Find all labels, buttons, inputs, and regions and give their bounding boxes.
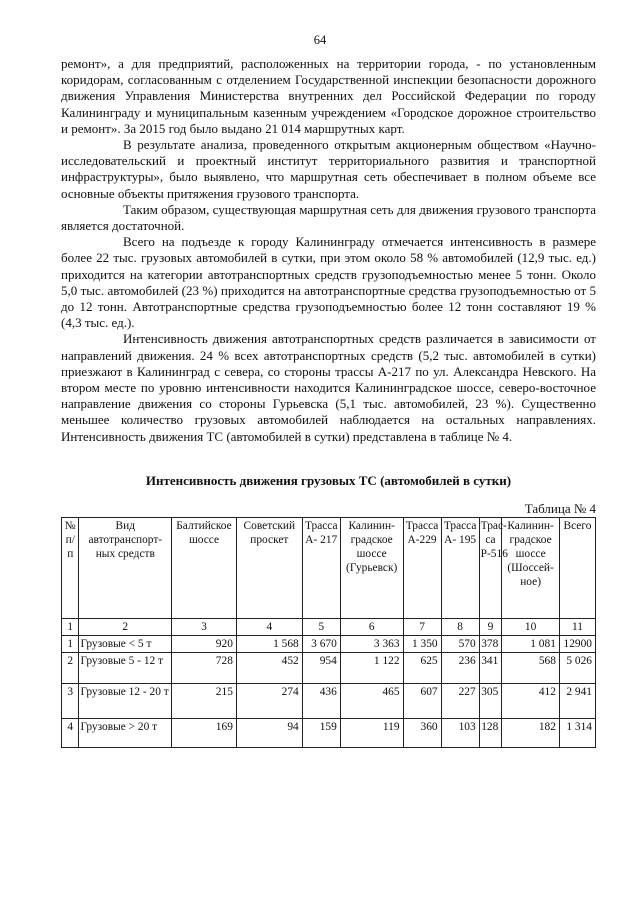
row-index-cell: 2 <box>62 653 79 684</box>
paragraph-2: В результате анализа, проведенного открытым акционерным обществом «Научно-исследовательский и проектный институт территориального развития и транспортной инфраструктуры», было выявлено, что маршрутная сеть обеспечивает в полном объеме все основные объекты притяжения грузового транспорта. <box>61 137 596 201</box>
value-cell: 3 670 <box>302 636 340 653</box>
value-cell: 341 <box>479 653 502 684</box>
header-cell: Трас-са Р-516 <box>479 518 502 619</box>
value-cell: 236 <box>441 653 479 684</box>
value-cell: 215 <box>172 684 237 719</box>
header-cell: Трасса А- 195 <box>441 518 479 619</box>
value-cell: 169 <box>172 719 237 748</box>
value-cell: 103 <box>441 719 479 748</box>
value-cell: 568 <box>502 653 560 684</box>
vehicle-type-cell: Грузовые 12 - 20 т <box>79 684 172 719</box>
paragraph-5: Интенсивность движения автотранспортных средств различается в зависимости от направлений движения. 24 % всех автотранспортных средств (5,2 тыс. автомобилей в сутки) приезжают в Калининград с севера, со стороны трассы А-217 по ул. Александра Невского. На втором месте по уровню интенсивности находится Калининградское шоссе, северо-восточное направление движения со стороны Гурьевска (5,1 тыс. автомобилей, 23 %). Существенно меньшее количество грузовых автомобилей наблюдается на остальных направлениях. Интенсивность движения ТС (автомобилей в сутки) представлена в таблице № 4. <box>61 331 596 444</box>
value-cell: 570 <box>441 636 479 653</box>
column-number-cell: 10 <box>502 619 560 636</box>
page-number: 64 <box>313 33 327 47</box>
paragraph-3: Таким образом, существующая маршрутная сеть для движения грузового транспорта является достаточной. <box>61 201 596 234</box>
header-cell: № п/п <box>62 518 79 619</box>
value-cell: 378 <box>479 636 502 653</box>
header-cell: Балтийское шоссе <box>172 518 237 619</box>
header-cell: Всего <box>559 518 595 619</box>
column-number-cell: 5 <box>302 619 340 636</box>
value-cell: 94 <box>236 719 302 748</box>
header-cell: Вид автотранспорт-ных средств <box>79 518 172 619</box>
document-body <box>61 56 596 748</box>
row-index-cell: 1 <box>62 636 79 653</box>
value-cell: 728 <box>172 653 237 684</box>
value-cell: 954 <box>302 653 340 684</box>
vehicle-type-cell: Грузовые 5 - 12 т <box>79 653 172 684</box>
value-cell: 305 <box>479 684 502 719</box>
vehicle-type-cell: Грузовые > 20 т <box>79 719 172 748</box>
table-row <box>62 719 596 748</box>
column-number-cell: 9 <box>479 619 502 636</box>
total-cell: 2 941 <box>559 684 595 719</box>
vehicle-type-cell: Грузовые < 5 т <box>79 636 172 653</box>
total-cell: 5 026 <box>559 653 595 684</box>
table-heading: Интенсивность движения грузовых ТС (автомобилей в сутки) <box>145 472 512 488</box>
column-number-cell: 3 <box>172 619 237 636</box>
value-cell: 1 350 <box>403 636 441 653</box>
column-number-cell: 4 <box>236 619 302 636</box>
traffic-table <box>61 517 596 748</box>
column-number-cell: 6 <box>340 619 403 636</box>
header-cell: Калинин-градское шоссе (Шоссей-ное) <box>502 518 560 619</box>
row-index-cell: 4 <box>62 719 79 748</box>
value-cell: 920 <box>172 636 237 653</box>
column-number-cell: 8 <box>441 619 479 636</box>
table-caption: Таблица № 4 <box>524 501 596 517</box>
table-row <box>62 684 596 719</box>
value-cell: 274 <box>236 684 302 719</box>
header-cell: Трасса А- 217 <box>302 518 340 619</box>
value-cell: 1 568 <box>236 636 302 653</box>
value-cell: 465 <box>340 684 403 719</box>
value-cell: 1 081 <box>502 636 560 653</box>
column-number-row <box>62 619 596 636</box>
column-number-cell: 1 <box>62 619 79 636</box>
value-cell: 128 <box>479 719 502 748</box>
value-cell: 412 <box>502 684 560 719</box>
value-cell: 182 <box>502 719 560 748</box>
column-number-cell: 2 <box>79 619 172 636</box>
header-cell: Советский проскет <box>236 518 302 619</box>
paragraph-1: ремонт», а для предприятий, расположенных на территории города, - по установленным коридорам, согласованным с отделением Государственной инспекции безопасности дорожного движения Управления Министерства внутренних дел Российской Федерации по городу Калининграду и муниципальным казенным учреждением «Городское дорожное строительство и ремонт». За 2015 год было выдано 21 014 маршрутных карт. <box>61 56 596 136</box>
total-cell: 12900 <box>559 636 595 653</box>
table-header-row <box>62 518 596 619</box>
value-cell: 227 <box>441 684 479 719</box>
value-cell: 360 <box>403 719 441 748</box>
value-cell: 119 <box>340 719 403 748</box>
header-cell: Калинин-градское шоссе (Гурьевск) <box>340 518 403 619</box>
column-number-cell: 7 <box>403 619 441 636</box>
row-index-cell: 3 <box>62 684 79 719</box>
value-cell: 436 <box>302 684 340 719</box>
value-cell: 1 122 <box>340 653 403 684</box>
value-cell: 625 <box>403 653 441 684</box>
value-cell: 3 363 <box>340 636 403 653</box>
value-cell: 452 <box>236 653 302 684</box>
value-cell: 159 <box>302 719 340 748</box>
table-row <box>62 653 596 684</box>
value-cell: 607 <box>403 684 441 719</box>
column-number-cell: 11 <box>559 619 595 636</box>
table-row <box>62 636 596 653</box>
paragraph-4: Всего на подъезде к городу Калининграду отмечается интенсивность в размере более 22 тыс. грузовых автомобилей в сутки, при этом около 58 % автомобилей (12,9 тыс. ед.) приходится на категории автотранспортных средств грузоподъемностью менее 5 тонн. Около 5,0 тыс. автомобилей (23 %) приходится на автотранспортные средства грузоподъемностью от 5 до 12 тонн. Автотранспортные средства грузоподъемностью более 12 тонн составляют 19 % (4,3 тыс. ед.). <box>61 234 596 331</box>
total-cell: 1 314 <box>559 719 595 748</box>
header-cell: Трасса А-229 <box>403 518 441 619</box>
